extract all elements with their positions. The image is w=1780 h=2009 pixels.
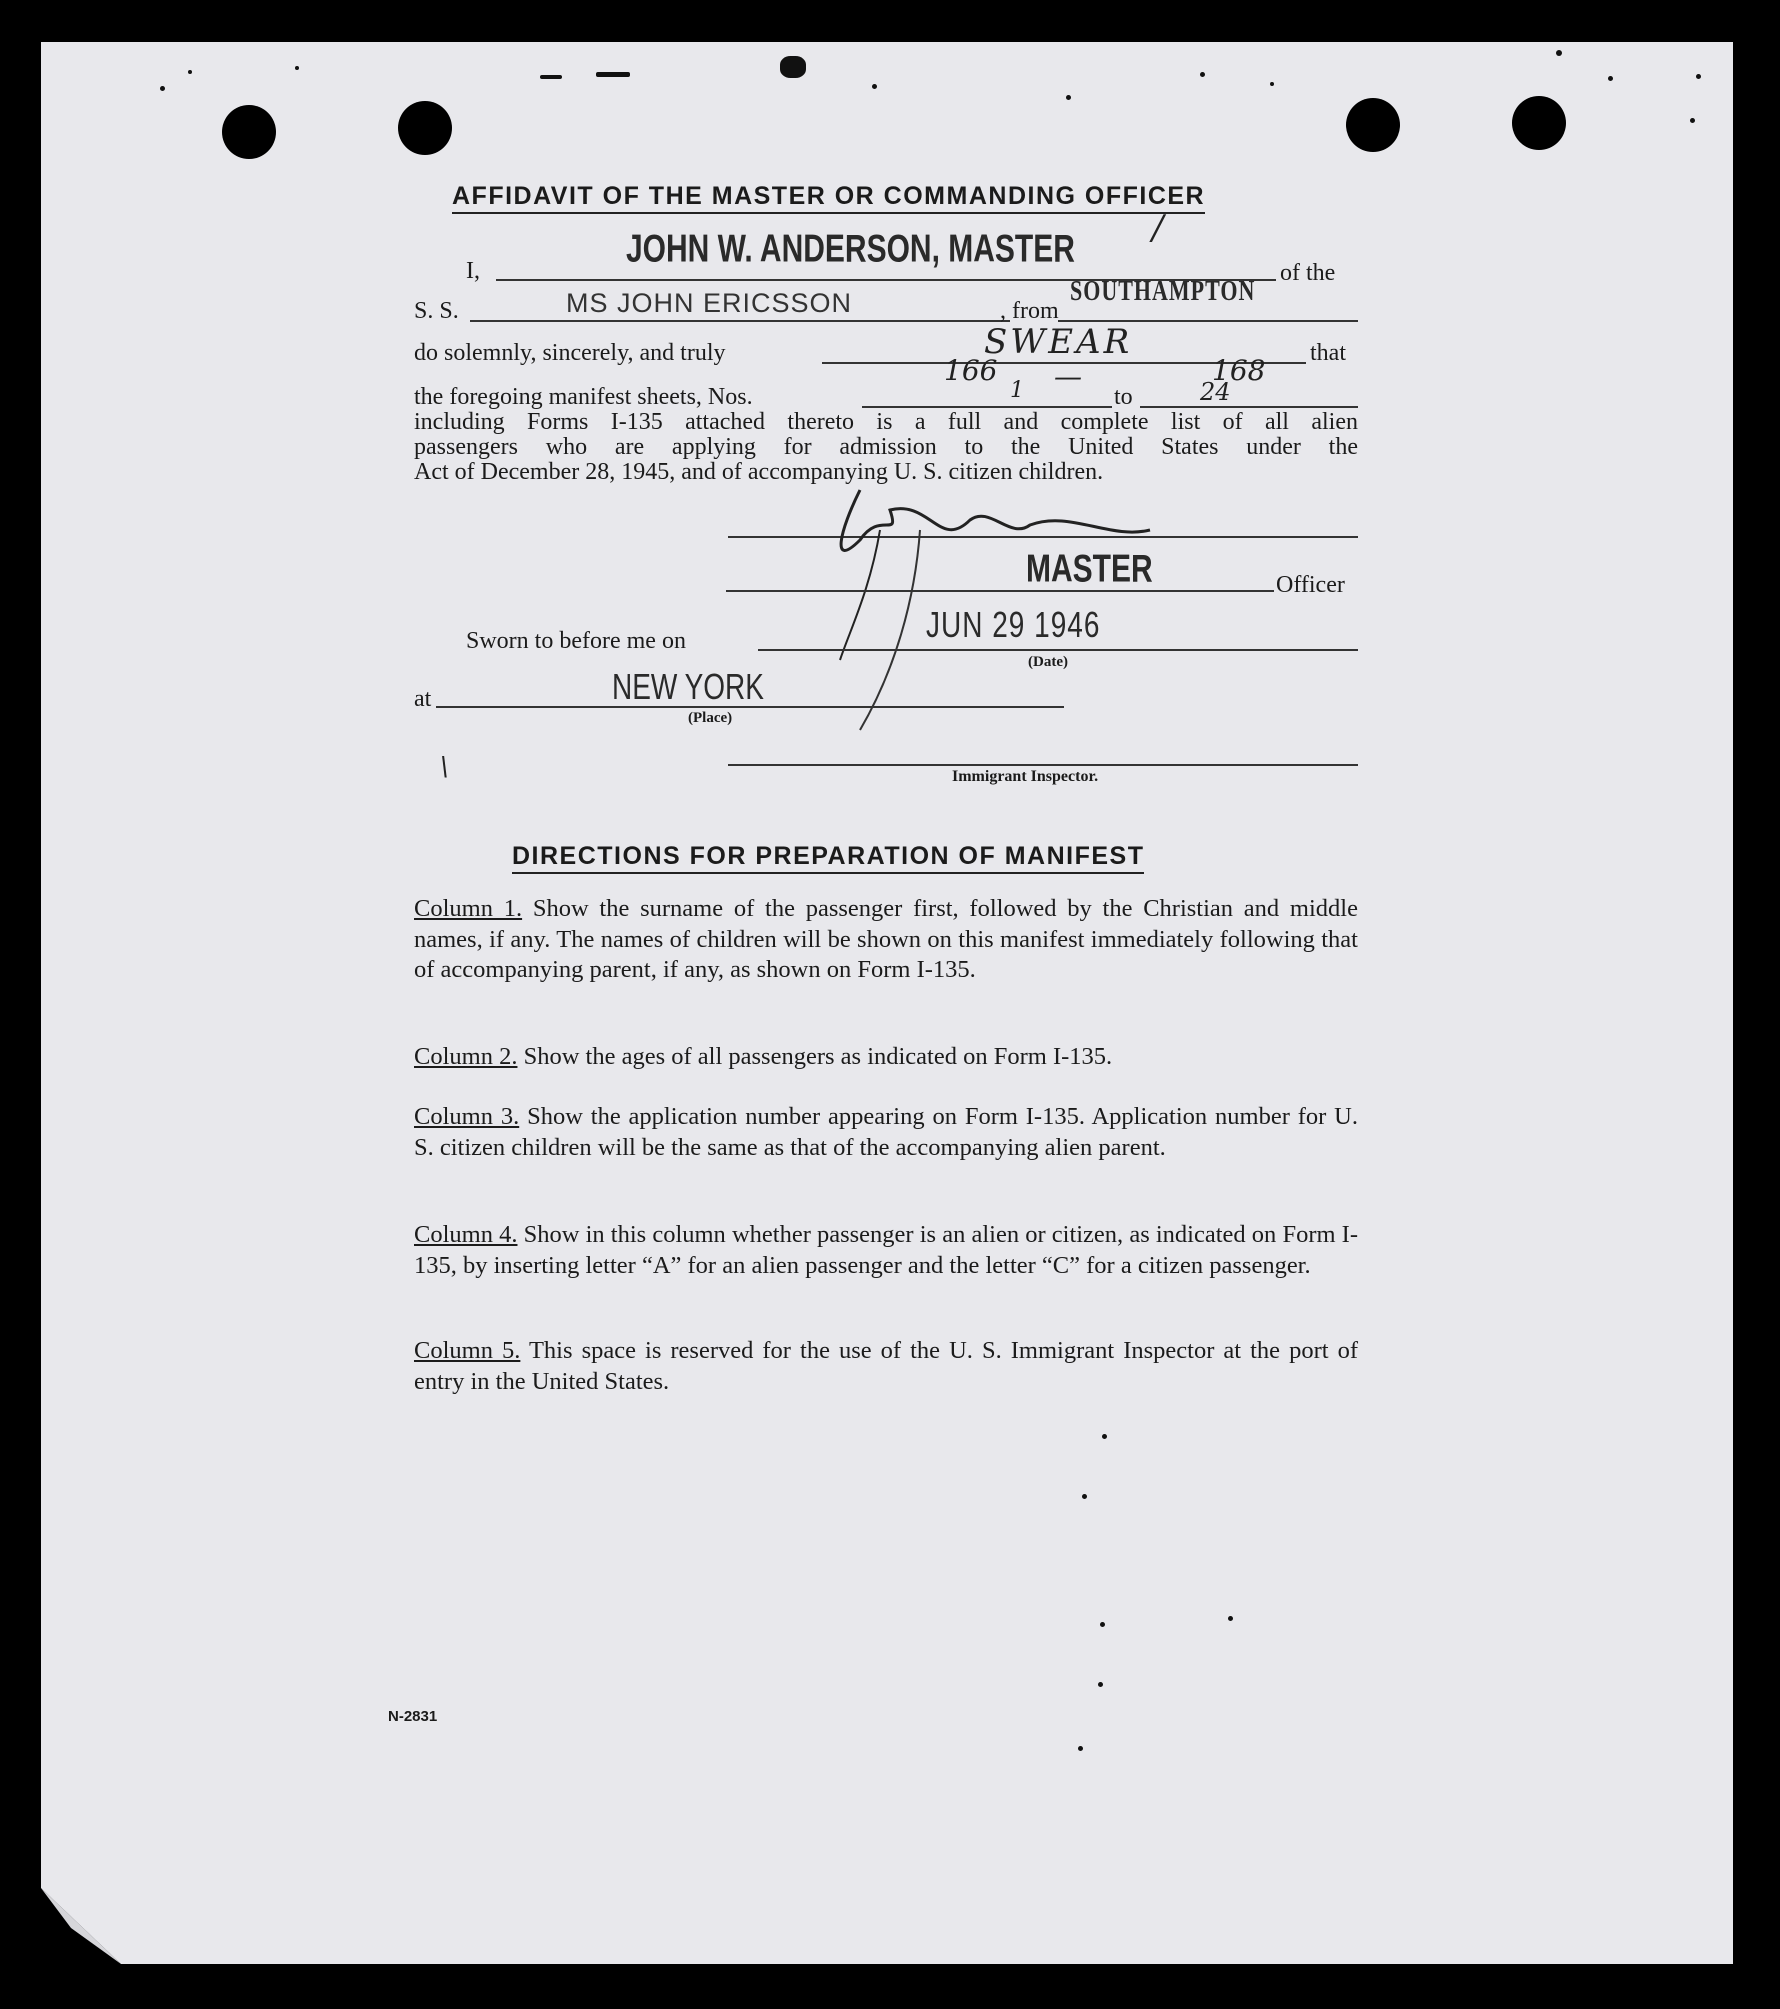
from-label: , from <box>1000 298 1059 324</box>
ship-name: MS JOHN ERICSSON <box>566 288 853 318</box>
officer-line <box>726 590 1274 592</box>
nos-from-line <box>862 406 1112 408</box>
speck-mark <box>295 66 299 70</box>
speck-mark <box>1078 1746 1083 1751</box>
speck-mark <box>160 86 165 91</box>
directions-column-5 <box>414 1336 1358 1397</box>
foregoing-label: the foregoing manifest sheets, Nos. <box>414 384 753 410</box>
speck-mark <box>1102 1434 1107 1439</box>
nos-to-line <box>1140 406 1358 408</box>
speck-mark <box>1696 74 1701 79</box>
speck-mark <box>1100 1622 1105 1627</box>
officer-label: Officer <box>1276 572 1345 598</box>
speck-mark <box>1200 72 1205 77</box>
sworn-date-stamp: JUN 29 1946 <box>926 604 1101 645</box>
at-label: at <box>414 686 432 712</box>
margin-mark: \ <box>440 752 449 782</box>
speck-mark <box>1082 1494 1087 1499</box>
speck-mark <box>780 56 806 78</box>
do-solemnly-label: do solemnly, sincerely, and truly <box>414 340 726 366</box>
to-label: to <box>1114 384 1133 410</box>
punch-hole <box>222 105 276 159</box>
signature-rank-stamp: MASTER <box>1026 547 1153 591</box>
directions-column-4 <box>414 1220 1358 1281</box>
punch-hole <box>1346 98 1400 152</box>
place-caption: (Place) <box>688 710 733 726</box>
nos-to: 168 <box>1212 354 1266 387</box>
sworn-label: Sworn to before me on <box>466 628 686 654</box>
date-caption: (Date) <box>1028 654 1068 670</box>
speck-mark <box>596 72 630 77</box>
column-5-text: This space is reserved for the use of the U. S. Immigrant Inspector at the port of entry in the United States. <box>414 1337 1358 1395</box>
ship-name-line <box>470 320 1010 322</box>
speck-mark <box>1066 95 1071 100</box>
directions-column-3 <box>414 1102 1358 1163</box>
speck-mark <box>1608 76 1613 81</box>
column-1-heading: Column 1. <box>414 895 523 922</box>
column-2-text: Show the ages of all passengers as indicated on Form I-135. <box>517 1043 1113 1070</box>
speck-mark <box>1556 50 1562 56</box>
punch-hole <box>398 101 452 155</box>
form-number: N-2831 <box>388 1708 438 1725</box>
column-3-heading: Column 3. <box>414 1103 520 1130</box>
column-2-heading: Column 2. <box>414 1043 518 1070</box>
column-4-heading: Column 4. <box>414 1221 518 1248</box>
affidavit-body-line-1: including Forms I-135 attached thereto is a full and complete list of all alien <box>414 409 1358 435</box>
document-page <box>41 42 1733 1964</box>
speck-mark <box>1228 1616 1233 1621</box>
ss-label: S. S. <box>414 298 459 324</box>
nos-from: 166 <box>944 354 998 387</box>
i-label: I, <box>466 258 480 284</box>
affidavit-body-line-2: passengers who are applying for admission to the United States under the <box>414 434 1358 460</box>
speck-mark <box>1690 118 1695 123</box>
inspector-line <box>728 764 1358 766</box>
oath-handwritten: SWEAR <box>984 322 1133 362</box>
column-1-text: Show the surname of the passenger first, followed by the Christian and middle names, if any. The names of children will be shown on this manifest immediately following that of accompanying parent, if any, as shown on Form I-135. <box>414 895 1358 983</box>
port-from-stamp: SOUTHAMPTON <box>1070 274 1256 307</box>
directions-title: DIRECTIONS FOR PREPARATION OF MANIFEST <box>512 842 1144 874</box>
column-5-heading: Column 5. <box>414 1337 521 1364</box>
speck-mark <box>872 84 877 89</box>
speck-mark <box>540 75 562 79</box>
place-stamp: NEW YORK <box>612 666 764 707</box>
nos-to-sub: 24 <box>1200 378 1231 406</box>
master-name-stamp: JOHN W. ANDERSON, MASTER <box>626 227 1075 271</box>
directions-column-2 <box>414 1042 1358 1073</box>
of-the-label: of the <box>1280 260 1336 286</box>
speck-mark <box>1098 1682 1103 1687</box>
speck-mark <box>1270 82 1274 86</box>
handwritten-mark: / <box>1152 208 1164 248</box>
directions-column-1 <box>414 894 1358 986</box>
that-label: that <box>1310 340 1346 366</box>
nos-from-sub: 1 <box>1010 378 1024 403</box>
affidavit-body-line-3: Act of December 28, 1945, and of accompanying U. S. citizen children. <box>414 459 1104 485</box>
sworn-date-line <box>758 649 1358 651</box>
speck-mark <box>188 70 192 74</box>
affidavit-title: AFFIDAVIT OF THE MASTER OR COMMANDING OFFICER <box>452 182 1205 214</box>
column-3-text: Show the application number appearing on Form I-135. Application number for U. S. citizen children will be the same as that of the accompanying alien parent. <box>414 1103 1358 1161</box>
inspector-caption: Immigrant Inspector. <box>952 768 1099 785</box>
folded-corner <box>41 1888 121 1964</box>
column-4-text: Show in this column whether passenger is an alien or citizen, as indicated on Form I-135, by inserting letter “A” for an alien passenger and the letter “C” for a citizen passenger. <box>414 1221 1358 1279</box>
nos-dash: — <box>1054 360 1082 393</box>
punch-hole <box>1512 96 1566 150</box>
